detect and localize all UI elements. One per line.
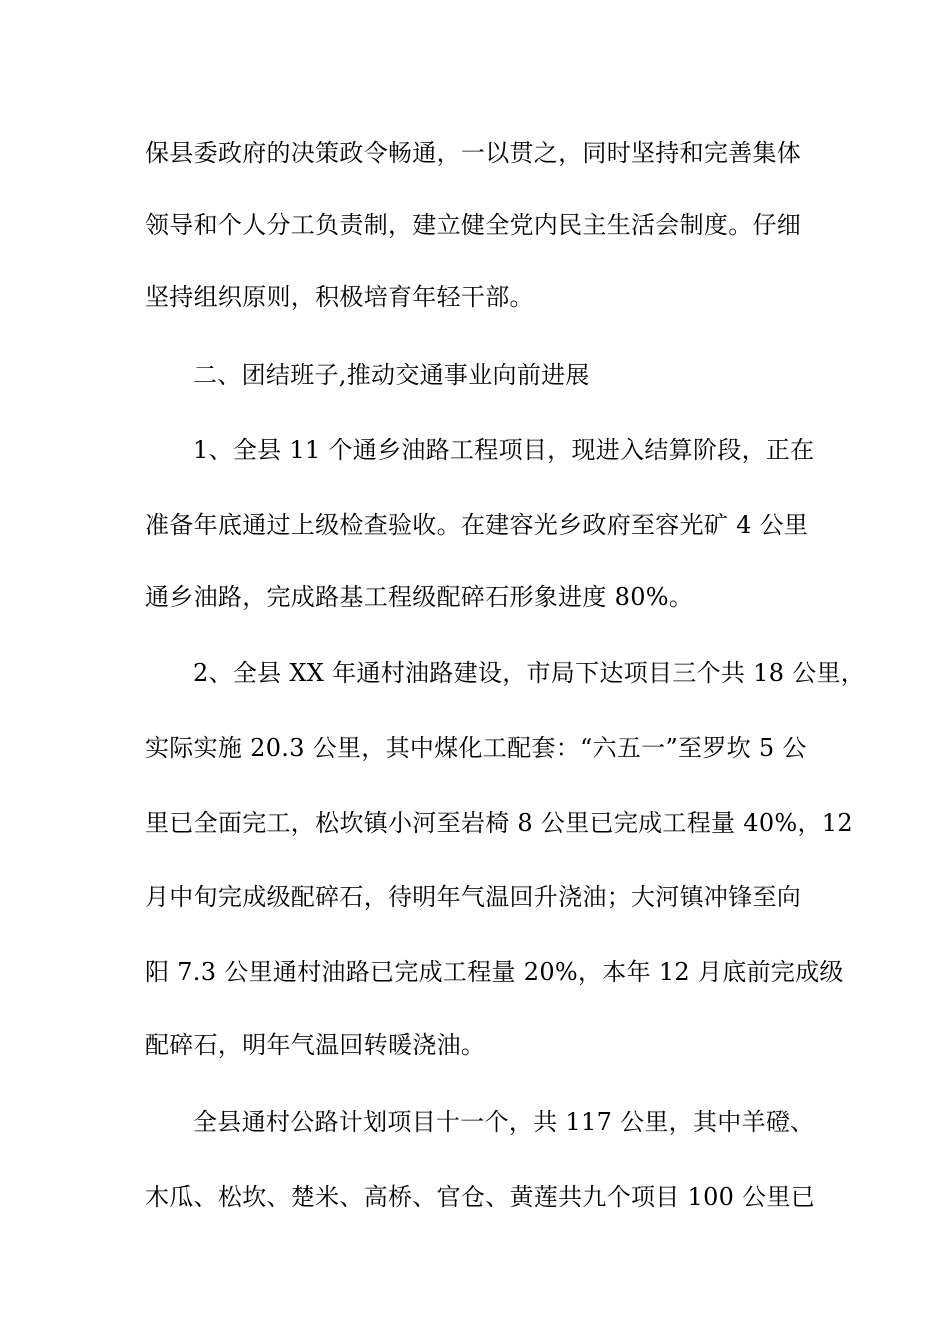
body-text-line: 1、全县 11 个通乡油路工程项目，现进入结算阶段，正在: [193, 436, 815, 464]
body-text-line: 准备年底通过上级检查验收。在建容光乡政府至容光矿 4 公里: [145, 511, 809, 539]
body-text-line: 实际实施 20.3 公里，其中煤化工配套：“六五一”至罗坎 5 公: [145, 734, 807, 762]
body-text-line: 领导和个人分工负责制，建立健全党内民主生活会制度。仔细: [145, 211, 802, 239]
body-text-line: 木瓜、松坎、楚米、高桥、官仓、黄莲共九个项目 100 公里已: [145, 1183, 816, 1211]
section-heading: 二、团结班子,推动交通事业向前进展: [193, 361, 590, 389]
body-text-line: 全县通村公路计划项目十一个，共 117 公里，其中羊磴、: [193, 1108, 815, 1136]
body-text-line: 2、全县 XX 年通村油路建设，市局下达项目三个共 18 公里，: [193, 659, 866, 687]
body-text-line: 通乡油路，完成路基工程级配碎石形象进度 80%。: [145, 583, 694, 611]
body-text-line: 月中旬完成级配碎石，待明年气温回升浇油；大河镇冲锋至向: [145, 883, 802, 911]
body-text-line: 配碎石，明年气温回转暖浇油。: [145, 1031, 486, 1059]
body-text-line: 里已全面完工，松坎镇小河至岩椅 8 公里已完成工程量 40%，12: [145, 809, 853, 837]
body-text-line: 阳 7.3 公里通村油路已完成工程量 20%，本年 12 月底前完成级: [145, 958, 844, 986]
body-text-line: 坚持组织原则，积极培育年轻干部。: [145, 283, 534, 311]
body-text-line: 保县委政府的决策政令畅通，一以贯之，同时坚持和完善集体: [145, 139, 802, 167]
